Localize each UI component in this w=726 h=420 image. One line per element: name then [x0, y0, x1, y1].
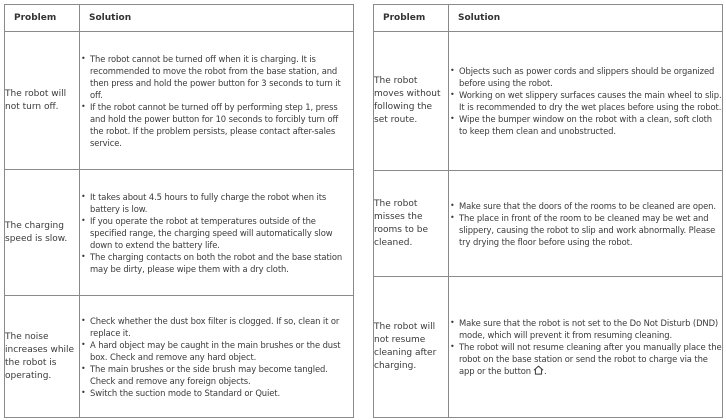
table-header-row	[5, 5, 354, 32]
problem-cell: The robot will not resume cleaning after charging.	[374, 277, 449, 418]
solution-list	[80, 191, 353, 275]
solution-item: • Make sure that the doors of the rooms to be cleaned are open.	[459, 200, 722, 212]
solution-cell	[449, 171, 723, 277]
solution-list	[449, 65, 722, 137]
solution-item	[459, 341, 722, 377]
solution-item: • If the robot cannot be turned off by performing step 1, press and hold the power button for 10 seconds to forcibly turn off the robot. If the problem persists, please contact after-sales service.	[90, 101, 353, 149]
solution-cell	[80, 296, 354, 418]
table-header-row	[374, 5, 723, 32]
troubleshooting-table-right	[373, 4, 723, 418]
solution-item: • Make sure that the robot is not set to the Do Not Disturb (DND) mode, which will prevent it from resuming cleaning.	[459, 317, 722, 341]
table-row	[374, 171, 723, 277]
problem-column-header: Problem	[374, 5, 449, 32]
solution-item: • Working on wet slippery surfaces causes the main wheel to slip. It is recommended to dry the wet places before using the robot.	[459, 89, 722, 113]
solution-cell	[80, 32, 354, 170]
solution-item: • The charging contacts on both the robot and the base station may be dirty, please wipe them with a dry cloth.	[90, 251, 353, 275]
solution-list	[80, 53, 353, 149]
problem-cell: The robot moves without following the set route.	[374, 32, 449, 171]
problem-column-header: Problem	[5, 5, 80, 32]
solution-item: • Objects such as power cords and slippers should be organized before using the robot.	[459, 65, 722, 89]
solution-item: • Switch the suction mode to Standard or Quiet.	[90, 387, 353, 399]
table-row	[5, 32, 354, 170]
solution-item: • A hard object may be caught in the main brushes or the dust box. Check and remove any hard object.	[90, 339, 353, 363]
solution-item: • Wipe the bumper window on the robot with a clean, soft cloth to keep them clean and unobstructed.	[459, 113, 722, 137]
table-row	[374, 277, 723, 418]
solution-cell	[449, 277, 723, 418]
table-row	[374, 32, 723, 171]
table-row	[5, 170, 354, 296]
solution-item: • The main brushes or the side brush may become tangled. Check and remove any foreign objects.	[90, 363, 353, 387]
solution-item: • It takes about 4.5 hours to fully charge the robot when its battery is low.	[90, 191, 353, 215]
solution-item: • The robot cannot be turned off when it is charging. It is recommended to move the robot from the base station, and then press and hold the power button for 3 seconds to turn it off.	[90, 53, 353, 101]
troubleshooting-table-left	[4, 4, 354, 418]
solution-item-trailing: .	[544, 366, 547, 376]
solution-list	[449, 200, 722, 248]
solution-cell	[449, 32, 723, 171]
problem-cell: The charging speed is slow.	[5, 170, 80, 296]
solution-item-text: The robot will not resume cleaning after you manually place the robot on the base station or send the robot to charge via the app or the button	[459, 342, 722, 376]
home-icon	[533, 365, 544, 375]
solution-item: • If you operate the robot at temperatures outside of the specified range, the charging speed will automatically slow down to extend the battery life.	[90, 215, 353, 251]
solution-cell	[80, 170, 354, 296]
solution-list	[80, 315, 353, 399]
solution-item: • The place in front of the room to be cleaned may be wet and slippery, causing the robot to slip and work abnormally. Please try drying the floor before using the robot.	[459, 212, 722, 248]
problem-cell: The noise increases while the robot is operating.	[5, 296, 80, 418]
solution-item: • Check whether the dust box filter is clogged. If so, clean it or replace it.	[90, 315, 353, 339]
solution-column-header: Solution	[80, 5, 354, 32]
solution-list	[449, 317, 722, 377]
solution-column-header: Solution	[449, 5, 723, 32]
problem-cell: The robot will not turn off.	[5, 32, 80, 170]
table-row	[5, 296, 354, 418]
problem-cell: The robot misses the rooms to be cleaned.	[374, 171, 449, 277]
